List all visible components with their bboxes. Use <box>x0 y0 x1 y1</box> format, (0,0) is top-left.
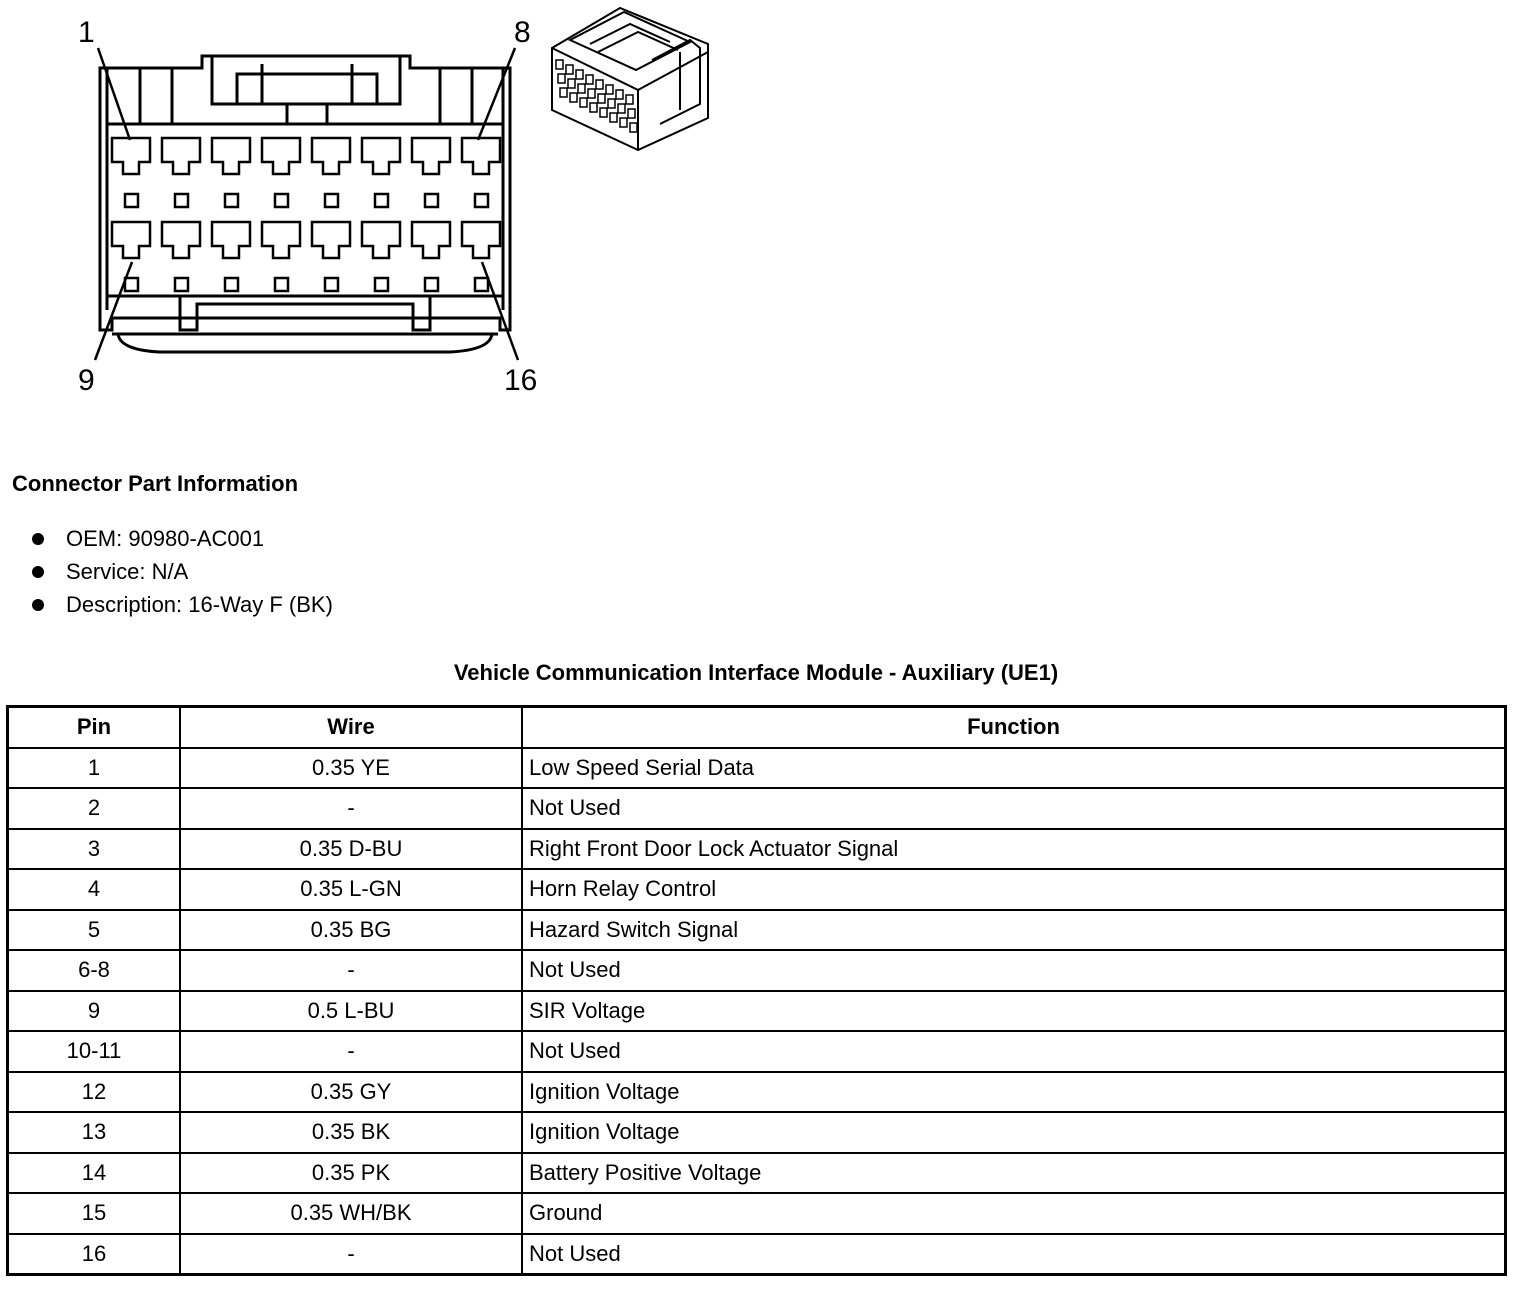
pin-cavity <box>412 222 450 258</box>
connector-info-item: Service: N/A <box>28 555 333 588</box>
cell-function: Not Used <box>522 788 1506 829</box>
cell-pin: 9 <box>8 991 181 1032</box>
cell-function: Not Used <box>522 950 1506 991</box>
iso-terminal <box>598 94 605 103</box>
header-pin: Pin <box>8 707 181 748</box>
iso-terminal <box>620 118 627 127</box>
cell-wire: 0.35 YE <box>180 748 522 789</box>
cell-pin: 4 <box>8 869 181 910</box>
table-row <box>8 1234 1506 1275</box>
table-row <box>8 1112 1506 1153</box>
cell-pin: 5 <box>8 910 181 951</box>
iso-terminal <box>560 88 567 97</box>
pin-cavity <box>362 138 400 174</box>
pin-lock-window <box>125 194 138 207</box>
table-title: Vehicle Communication Interface Module - Auxiliary (UE1) <box>453 660 1059 685</box>
table-header-row <box>8 707 1506 748</box>
table-row <box>8 991 1506 1032</box>
cell-wire: 0.35 GY <box>180 1072 522 1113</box>
cell-pin: 13 <box>8 1112 181 1153</box>
table-row <box>8 1153 1506 1194</box>
cell-function: Not Used <box>522 1031 1506 1072</box>
iso-terminal <box>556 60 563 69</box>
table-row <box>8 748 1506 789</box>
table-row <box>8 950 1506 991</box>
cell-function: Low Speed Serial Data <box>522 748 1506 789</box>
cell-wire: - <box>180 788 522 829</box>
iso-terminal <box>590 103 597 112</box>
header-wire: Wire <box>180 707 522 748</box>
table-row <box>8 1031 1506 1072</box>
pin-lock-window <box>175 278 188 291</box>
bullet-icon <box>32 566 44 578</box>
cell-wire: - <box>180 1234 522 1275</box>
pin-lock-window <box>425 278 438 291</box>
pin-lock-window <box>375 278 388 291</box>
pin-lock-window <box>125 278 138 291</box>
iso-terminal <box>626 95 633 104</box>
pin-lock-window <box>275 278 288 291</box>
pin-lock-window <box>475 278 488 291</box>
connector-info-title: Connector Part Information <box>12 471 299 496</box>
cell-function: Horn Relay Control <box>522 869 1506 910</box>
connector-info-list <box>28 522 333 621</box>
pin-cavity <box>262 222 300 258</box>
pin-cavity <box>462 222 500 258</box>
cell-wire: 0.35 BK <box>180 1112 522 1153</box>
iso-terminal <box>630 123 637 132</box>
pin-cavity <box>312 222 350 258</box>
iso-terminal <box>608 99 615 108</box>
pin-cavity <box>212 222 250 258</box>
cell-function: Battery Positive Voltage <box>522 1153 1506 1194</box>
table-row <box>8 910 1506 951</box>
iso-terminal <box>616 90 623 99</box>
pin-cavity <box>412 138 450 174</box>
pin-label-9: 9 <box>78 364 95 397</box>
pin-lock-window <box>325 194 338 207</box>
pin-cavity <box>112 222 150 258</box>
iso-terminal <box>568 79 575 88</box>
iso-terminal <box>570 93 577 102</box>
cell-wire: 0.35 BG <box>180 910 522 951</box>
pin-lock-window <box>425 194 438 207</box>
cell-function: Right Front Door Lock Actuator Signal <box>522 829 1506 870</box>
pin-cavity <box>162 138 200 174</box>
pin-cavity <box>112 138 150 174</box>
cell-function: SIR Voltage <box>522 991 1506 1032</box>
pin-table-body <box>8 748 1506 1275</box>
table-row <box>8 1072 1506 1113</box>
cell-function: Hazard Switch Signal <box>522 910 1506 951</box>
pin-cavity <box>162 222 200 258</box>
cell-pin: 1 <box>8 748 181 789</box>
cell-wire: - <box>180 1031 522 1072</box>
pin-lock-window <box>225 278 238 291</box>
pin-cavity <box>212 138 250 174</box>
iso-terminal <box>558 74 565 83</box>
iso-terminal <box>566 65 573 74</box>
pin-cavity <box>462 138 500 174</box>
pin-lock-window <box>375 194 388 207</box>
cell-function: Ignition Voltage <box>522 1072 1506 1113</box>
cell-wire: 0.35 D-BU <box>180 829 522 870</box>
pin-label-1: 1 <box>78 16 95 49</box>
cell-wire: - <box>180 950 522 991</box>
iso-terminal <box>610 113 617 122</box>
table-row <box>8 788 1506 829</box>
iso-terminal <box>618 104 625 113</box>
table-row <box>8 829 1506 870</box>
connector-face-diagram <box>0 0 560 410</box>
pin-cavity <box>312 138 350 174</box>
cell-pin: 14 <box>8 1153 181 1194</box>
cell-pin: 15 <box>8 1193 181 1234</box>
cell-pin: 2 <box>8 788 181 829</box>
pin-label-8: 8 <box>514 16 531 49</box>
connector-isometric-illustration <box>540 0 730 160</box>
cell-function: Ground <box>522 1193 1506 1234</box>
cell-pin: 6-8 <box>8 950 181 991</box>
cell-wire: 0.35 WH/BK <box>180 1193 522 1234</box>
pin-table <box>6 705 1507 1276</box>
cell-wire: 0.35 L-GN <box>180 869 522 910</box>
pin-lock-window <box>225 194 238 207</box>
cell-function: Not Used <box>522 1234 1506 1275</box>
iso-terminal <box>600 108 607 117</box>
iso-terminal <box>596 80 603 89</box>
bullet-icon <box>32 599 44 611</box>
cell-wire: 0.5 L-BU <box>180 991 522 1032</box>
cell-pin: 10-11 <box>8 1031 181 1072</box>
cell-function: Ignition Voltage <box>522 1112 1506 1153</box>
table-row <box>8 1193 1506 1234</box>
cell-pin: 3 <box>8 829 181 870</box>
pin-lock-window <box>275 194 288 207</box>
cell-pin: 16 <box>8 1234 181 1275</box>
iso-terminal <box>576 70 583 79</box>
connector-info-item: OEM: 90980-AC001 <box>28 522 333 555</box>
pin-cavity <box>362 222 400 258</box>
pin-label-16: 16 <box>504 364 538 397</box>
pin-lock-window <box>325 278 338 291</box>
pin-cavity <box>262 138 300 174</box>
iso-terminal <box>588 89 595 98</box>
pin-lock-window <box>475 194 488 207</box>
iso-terminal <box>580 98 587 107</box>
iso-terminal <box>628 109 635 118</box>
table-row <box>8 869 1506 910</box>
bullet-icon <box>32 533 44 545</box>
pin-lock-window <box>175 194 188 207</box>
cell-pin: 12 <box>8 1072 181 1113</box>
iso-terminal <box>606 85 613 94</box>
iso-terminal <box>586 75 593 84</box>
header-function: Function <box>522 707 1506 748</box>
cell-wire: 0.35 PK <box>180 1153 522 1194</box>
connector-info-item: Description: 16-Way F (BK) <box>28 588 333 621</box>
iso-terminal <box>578 84 585 93</box>
